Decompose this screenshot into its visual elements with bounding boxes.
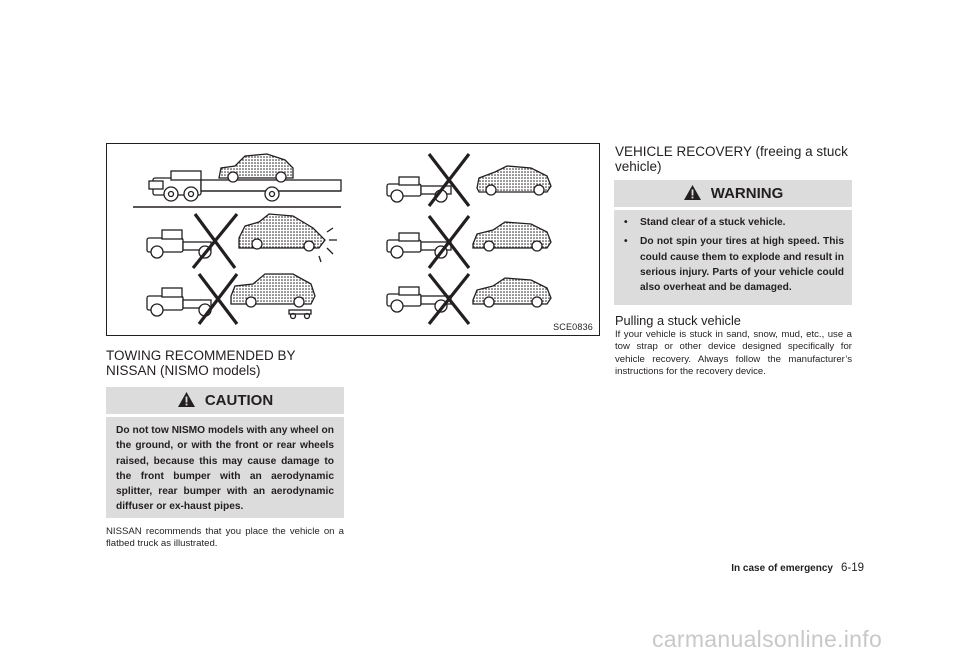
caution-warning-icon: [177, 391, 196, 408]
page-number: 6-19: [840, 562, 864, 574]
warning-item-text: Do not spin your tires at high speed. This could cause them to explode and result in serious injury. Parts of your vehicle could also overheat and be damaged.: [640, 236, 844, 294]
recovery-heading: [615, 144, 855, 174]
caution-divider: [106, 414, 344, 417]
warning-divider: [614, 207, 852, 210]
tow-hook-crossed: [387, 274, 551, 324]
caution-box: [106, 387, 344, 518]
warning-item: [622, 234, 844, 295]
towing-illustration: [106, 143, 600, 336]
recovery-heading-line2: vehicle): [615, 159, 662, 174]
warning-header: [614, 180, 852, 207]
bullet-icon: •: [624, 217, 628, 228]
recovery-body-text: If your vehicle is stuck in sand, snow, mud, etc., use a tow strap or other device designed specifically for vehicle recovery. Always follow the manufacturer’s instructions for the recovery device.: [615, 329, 852, 378]
warning-label: WARNING: [710, 185, 784, 202]
page-footer: [731, 562, 864, 574]
caution-header: [106, 387, 344, 414]
warning-list: [622, 215, 844, 299]
tow-rear-lift-crossed: [387, 154, 551, 206]
towing-body-text: NISSAN recommends that you place the vehicle on a flatbed truck as illustrated.: [106, 526, 344, 550]
pulling-subheading: Pulling a stuck vehicle: [615, 313, 741, 328]
tow-dolly-crossed: [147, 274, 315, 324]
towing-heading: [106, 348, 296, 378]
watermark: carmanualsonline.info: [652, 626, 883, 652]
warning-box: [614, 180, 852, 305]
warning-triangle-icon: [683, 184, 702, 201]
recovery-heading-line1: VEHICLE RECOVERY (freeing a stuck: [615, 144, 848, 159]
towing-heading-line2: NISSAN (NISMO models): [106, 363, 261, 378]
caution-text: Do not tow NISMO models with any wheel on the ground, or with the front or rear wheels raised, because this may cause damage to the front bumper with an aerodynamic splitter, rear bumper with an aerodynamic diffuser or ex-haust pipes.: [116, 425, 334, 513]
towing-diagram: [107, 144, 601, 337]
caution-label: CAUTION: [204, 392, 274, 409]
towing-heading-line1: TOWING RECOMMENDED BY: [106, 348, 296, 363]
footer-section-title: In case of emergency: [731, 563, 833, 574]
tow-wheel-lift-crossed: [387, 216, 551, 268]
warning-item-text: Stand clear of a stuck vehicle.: [640, 217, 786, 228]
flatbed-truck-recommended: [149, 154, 341, 201]
figure-code: SCE0836: [553, 322, 593, 332]
tow-front-raised-crossed: [147, 214, 337, 268]
bullet-icon: •: [624, 236, 628, 248]
warning-item: [622, 215, 844, 230]
